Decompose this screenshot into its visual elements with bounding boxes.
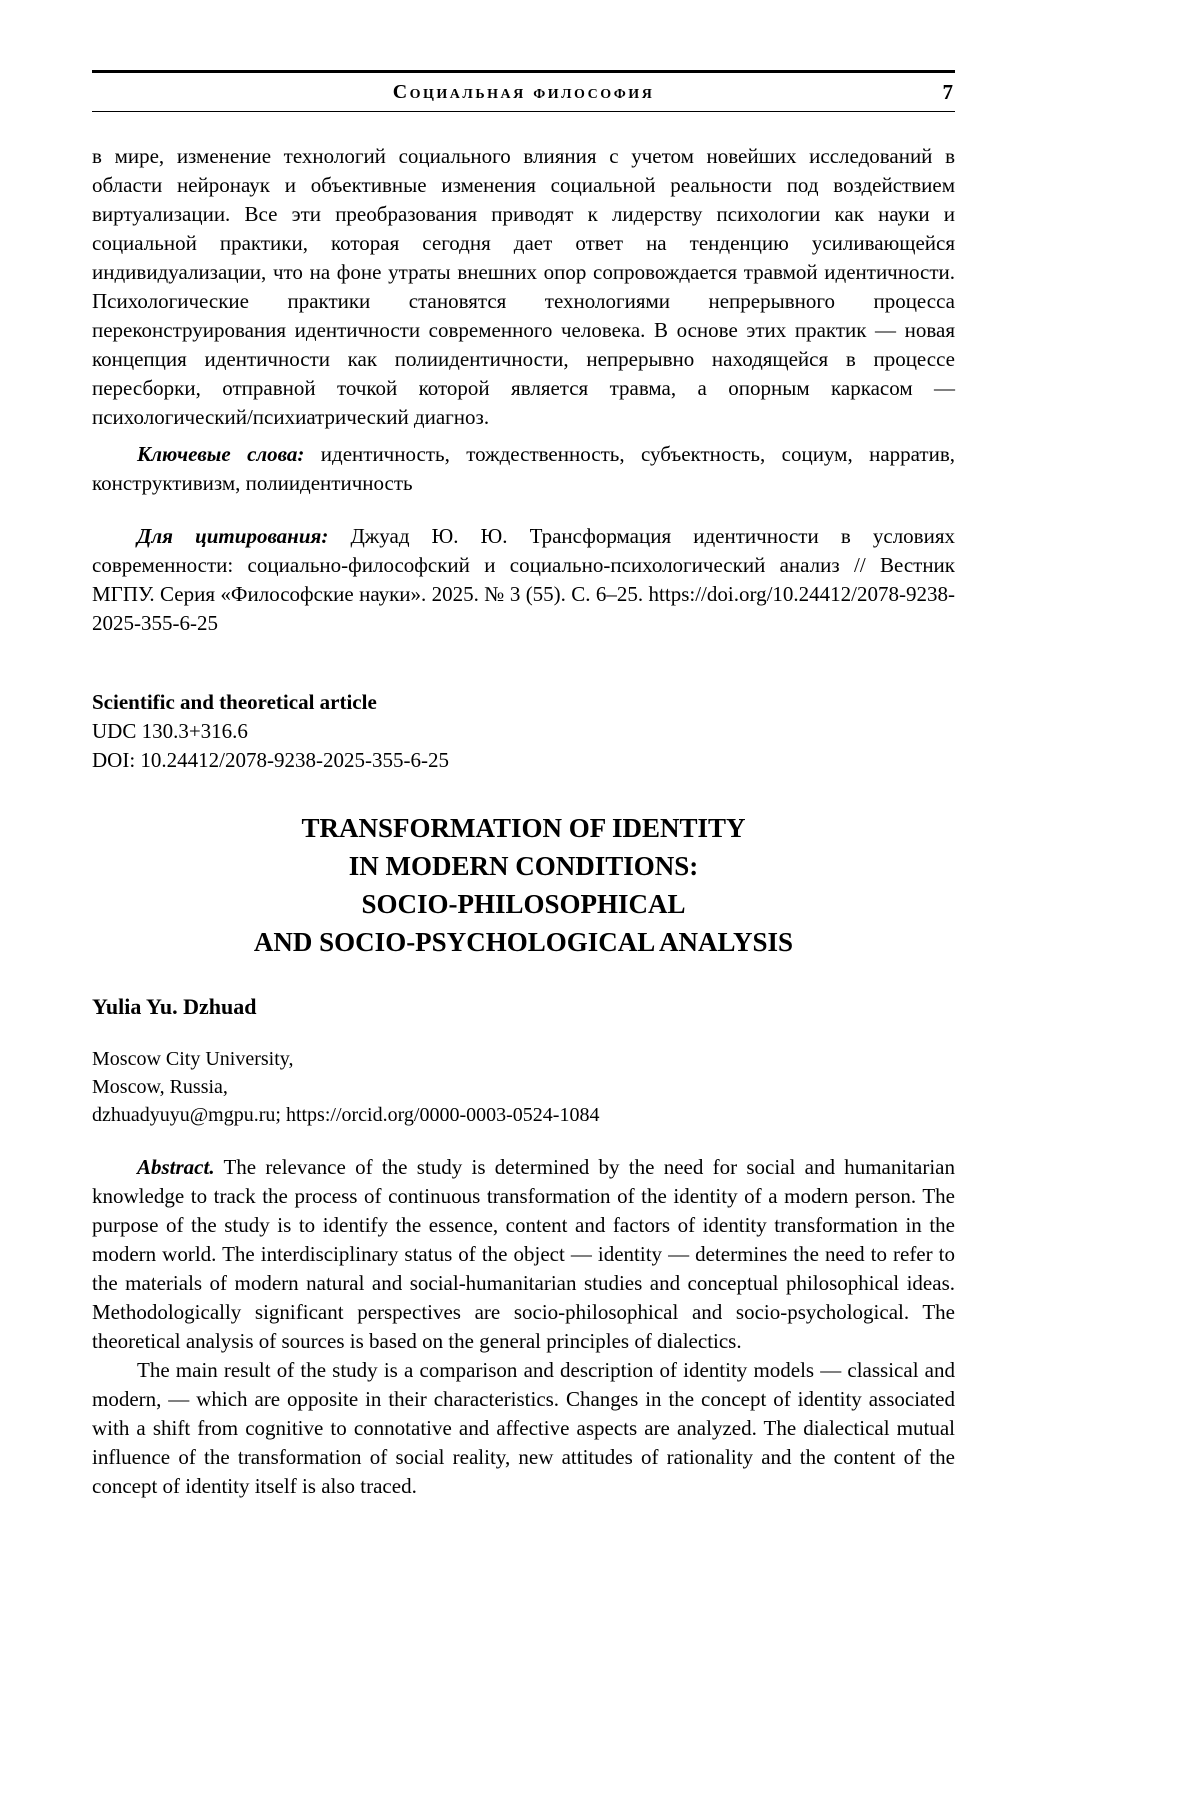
running-head [92, 70, 955, 112]
article-title [92, 809, 955, 961]
abstract-paragraph-2: The main result of the study is a comparison and description of identity models — classical and modern, — which are opposite in their characteristics. Changes in the concept of identity associated with a shift from cognitive to connotative and affective aspects are analyzed. The dialectical mutual influence of the transformation of social reality, new attitudes of rationality and the content of the concept of identity itself is also traced. [92, 1358, 955, 1498]
keywords-paragraph [92, 440, 955, 498]
article-title-line-3: SOCIO-PHILOSOPHICAL [361, 889, 686, 919]
affiliation-line-2: Moscow, Russia, [92, 1076, 228, 1098]
affiliation-block [92, 1045, 955, 1129]
article-title-line-2: IN MODERN CONDITIONS: [348, 851, 699, 881]
keywords-text: идентичность, тождественность, субъектность, социум, нарратив, конструктивизм, полиидентичность [92, 442, 955, 495]
citation-text: Джуад Ю. Ю. Трансформация идентичности в условиях современности: социально-философский и социально-психологический анализ // Вестник МГПУ. Серия «Философские науки». 2025. № 3 (55). С. 6–25. https://doi.org/10.24412/2078-9238-2025-355-6-25 [92, 524, 955, 635]
affiliation-contacts: dzhuadyuyu@mgpu.ru; https://orcid.org/0000-0003-0524-1084 [92, 1104, 600, 1126]
russian-abstract-continuation: в мире, изменение технологий социального влияния с учетом новейших исследований в области нейронаук и объективные изменения социальной реальности под воздействием виртуализации. Все эти преобразования приводят к лидерству психологии как науки и социальной практики, которая сегодня дает ответ на тенденцию усиливающейся индивидуализации, что на фоне утраты внешних опор сопровождается травмой идентичности. Психологические практики становятся технологиями непрерывного процесса переконструирования идентичности современного человека. В основе этих практик — новая концепция идентичности как полиидентичности, непрерывно находящейся в процессе пересборки, отправной точкой которой является травма, а опорным каркасом — психологический/психиатрический диагноз. [92, 144, 955, 429]
page-number: 7 [942, 80, 953, 104]
abstract-paragraph-1 [92, 1153, 955, 1356]
citation-label: Для цитирования: [137, 524, 329, 548]
doi-code: DOI: 10.24412/2078-9238-2025-355-6-25 [92, 748, 449, 772]
article-title-line-1: TRANSFORMATION OF IDENTITY [301, 813, 746, 843]
keywords-label: Ключевые слова: [137, 442, 305, 466]
abstract-label: Abstract. [137, 1155, 215, 1179]
affiliation-line-1: Moscow City University, [92, 1048, 294, 1070]
article-type: Scientific and theoretical article [92, 690, 377, 714]
author-name: Yulia Yu. Dzhuad [92, 994, 257, 1019]
section-title: Социальная философия [392, 81, 655, 103]
abstract-block [92, 1153, 955, 1501]
citation-paragraph [92, 522, 955, 638]
article-title-line-4: AND SOCIO-PSYCHOLOGICAL ANALYSIS [253, 927, 794, 957]
abstract-text-1: The relevance of the study is determined by the need for social and humanitarian knowledge to track the process of continuous transformation of the identity of a modern person. The purpose of the study is to identify the essence, content and factors of identity transformation in the modern world. The interdisciplinary status of the object — identity — determines the need to refer to the materials of modern natural and social-humanitarian studies and conceptual philosophical ideas. Methodologically significant perspectives are socio-philosophical and socio-psychological. The theoretical analysis of sources is based on the general principles of dialectics. [92, 1155, 955, 1353]
article-meta-block [92, 688, 955, 775]
udc-code: UDC 130.3+316.6 [92, 719, 248, 743]
